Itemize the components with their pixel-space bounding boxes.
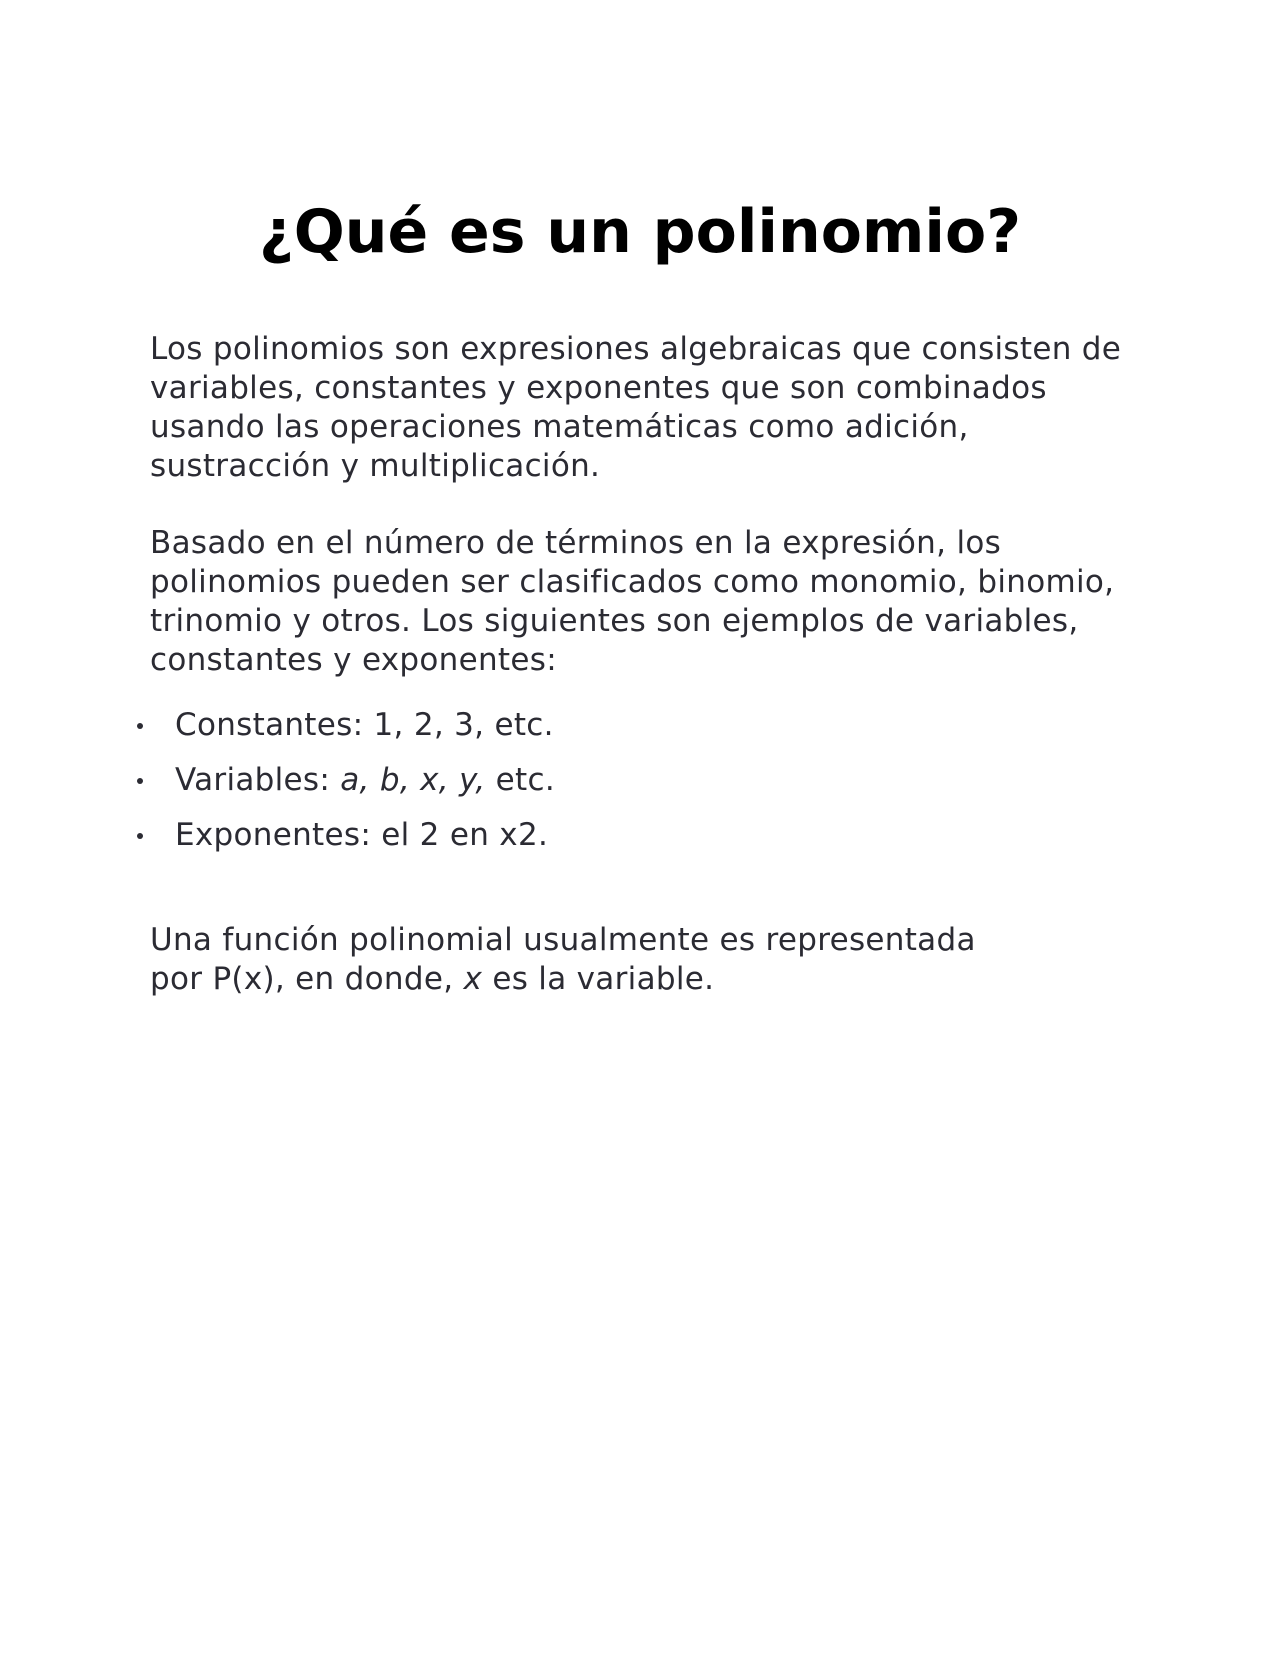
function-line-2-start: por P(x), en donde, — [150, 961, 464, 997]
function-paragraph — [150, 921, 1150, 999]
intro-paragraph: Los polinomios son expresiones algebraicas que consisten de variables, constantes y exponentes que son combinados usando las operaciones matemáticas como adición, sustracción y multiplicación. — [150, 331, 1122, 484]
classification-paragraph: Basado en el número de términos en la expresión, los polinomios pueden ser clasificados como monomio, binomio, trinomio y otros. Los siguientes son ejemplos de variables, constantes y exponentes: — [150, 525, 1115, 678]
list-item-exponentes — [150, 816, 1150, 871]
document-body — [150, 330, 1150, 999]
variable-x-italic: x — [463, 961, 483, 997]
list-item-label: Constantes: 1, 2, 3, etc. — [175, 707, 554, 743]
list-item-suffix: etc. — [485, 762, 555, 798]
bullet-icon — [137, 833, 143, 839]
list-item-label: Variables: — [175, 762, 341, 798]
page-title: ¿Qué es un polinomio? — [258, 197, 1022, 267]
examples-list — [150, 706, 1150, 871]
variables-italic: a, b, x, y, — [340, 762, 486, 798]
list-item-constantes — [150, 706, 1150, 761]
bullet-icon — [137, 723, 143, 729]
function-line-1: Una función polinomial usualmente es representada — [150, 922, 976, 958]
list-item-label: Exponentes: el 2 en x2. — [175, 817, 549, 853]
function-line-2-end: es la variable. — [482, 961, 715, 997]
list-item-variables — [150, 761, 1150, 816]
bullet-icon — [137, 778, 143, 784]
